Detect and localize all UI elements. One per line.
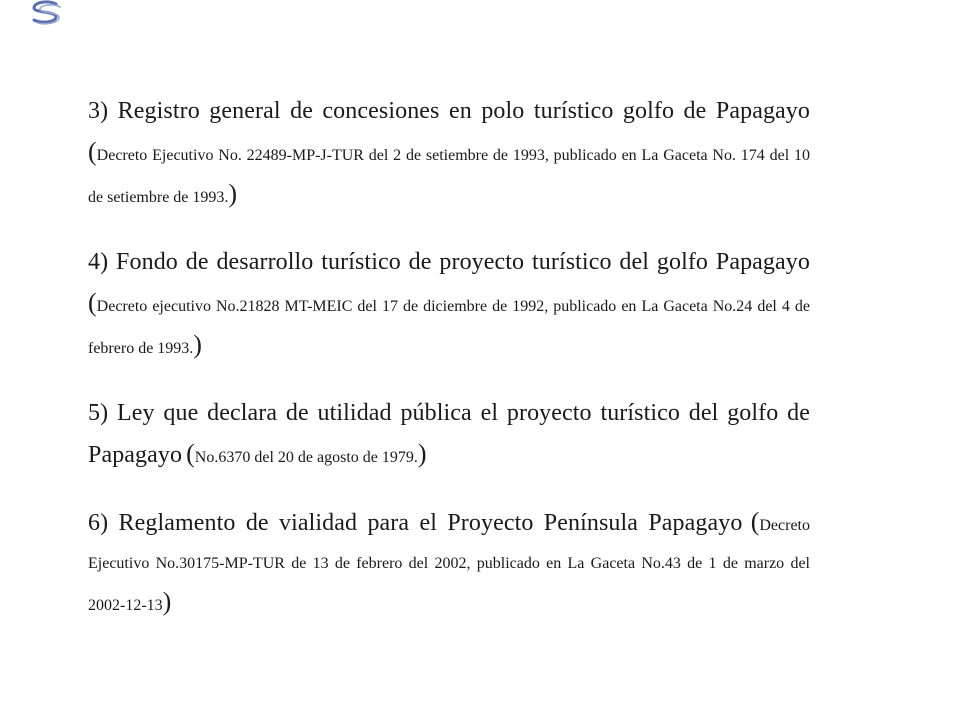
item-5 [88,394,810,477]
swirl-logo-icon [26,0,66,26]
close-paren: ) [417,439,427,468]
item-5-title: 5) Ley que declara de utilidad pública el proyecto turístico del golfo de Papagayo [88,400,810,468]
item-6-title: 6) Reglamento de vialidad para el Proyecto Península Papagayo [88,510,743,536]
close-paren: ) [228,179,238,208]
item-4-detail: Decreto ejecutivo No.21828 MT-MEIC del 17 de diciembre de 1992, publicado en La Gaceta No.24 del 4 de febrero de 1993. [88,298,810,357]
item-6-detail: Decreto Ejecutivo No.30175-MP-TUR de 13 de febrero del 2002, publicado en La Gaceta No.43 de 1 de marzo del 2002-12-13 [88,517,810,614]
item-3-detail: Decreto Ejecutivo No. 22489-MP-J-TUR del 2 de setiembre de 1993, publicado en La Gaceta No. 174 del 10 de setiembre de 1993. [88,147,810,206]
open-paren: ( [88,137,97,166]
item-3 [88,92,810,217]
close-paren: ) [193,330,202,359]
open-paren: ( [186,439,195,468]
document-body [88,92,810,651]
open-paren: ( [88,288,97,317]
item-4 [88,243,810,368]
item-6 [88,503,810,625]
item-4-title: 4) Fondo de desarrollo turístico de proyecto turístico del golfo Papagayo [88,249,810,275]
open-paren: ( [750,507,760,536]
item-5-detail: No.6370 del 20 de agosto de 1979. [194,449,418,466]
close-paren: ) [162,587,172,616]
item-3-title: 3) Registro general de concesiones en polo turístico golfo de Papagayo [88,98,810,124]
